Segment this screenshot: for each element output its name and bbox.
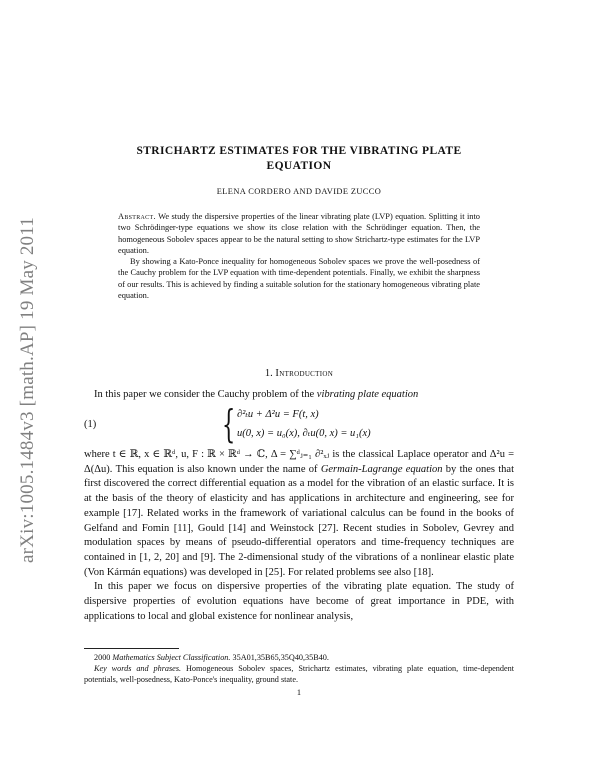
intro-sentence [84,387,514,402]
equation-line-1: ∂²ₜu + Δ²u = F(t, x) [237,409,319,420]
footnote-msc [84,652,514,663]
para1-part-b: by the ones that first discovered the correct differential equation as a model for the vibration of an elastic surface. It is at the basis of the theory of elasticity and has applications in architecture and engineering, see for example [17]. Related works in the framework of variational calculus can be found in the books of Gelfand and Fomin [11], Gould [14] and Weinstock [27]. Recent studies in Sobolev, Gevrey and modulation spaces by means of pseudo-differential operators and time-frequency techniques are contained in [1, 2, 20] and [9]. The 2-dimensional study of the vibrations of a nonlinear elastic plate (Von Kármán equations) was developed in [25]. For related problems see also [18]. [84,463,514,578]
arxiv-identifier-stamp [10,180,46,600]
abstract-paragraph-1 [118,211,480,256]
footnote-keywords [84,663,514,685]
abstract-label: Abstract. [118,212,156,221]
body-paragraph-2: In this paper we focus on dispersive properties of the vibrating plate equation. The study of dispersive properties of evolution equations have become of great importance in PDE, with applications to local and global existence for nonlinear analysis, [84,581,514,622]
para1-part-a: where t ∈ ℝ, x ∈ ℝᵈ, u, F : ℝ × ℝᵈ → ℂ, Δ = ∑ᵈⱼ₌₁ ∂²ₓⱼ is the classical Laplace operator and Δ²u = Δ(Δu). This equation is also known under the name of [84,449,514,475]
section-title: Introduction [275,368,334,379]
footnotes [84,652,514,685]
equation-brace: { [222,402,236,446]
paper-title [84,144,514,174]
footnote-msc-codes: 35A01,35B65,35Q40,35B40. [230,653,329,662]
footnote-keywords-text: Homogeneous Sobolev spaces, Strichartz estimates, vibrating plate equation, time-dependent potentials, well-posedness, Kato-Ponce's inequality, ground state. [84,664,515,684]
footnote-divider [84,648,179,649]
title-line-2: EQUATION [266,160,332,172]
abstract-text-1: We study the dispersive properties of the linear vibrating plate (LVP) equation. Splitting it into two Schrödinger-type equations we show its close relation with the Schrödinger equation. Then, the homogeneous Sobolev spaces appear to be the natural setting to show Strichartz-type estimates for the LVP equation. [118,212,480,255]
intro-text: In this paper we consider the Cauchy problem of the [94,389,317,400]
page-number: 1 [296,688,302,697]
author-list: ELENA CORDERO AND DAVIDE ZUCCO [216,187,382,196]
body-paragraph-1 [84,448,514,580]
intro-emphasis: vibrating plate equation [316,389,419,400]
equation-line-2: u(0, x) = u₀(x), ∂ₜu(0, x) = u₁(x) [237,428,371,439]
footnote-keywords-label: Key words and phrases. [94,664,182,673]
section-number: 1. [264,368,273,379]
arxiv-id-text: arXiv:1005.1484v3 [math.AP] 19 May 2011 [17,217,38,563]
equation-number: (1) [84,419,97,430]
footnote-msc-label: Mathematics Subject Classification. [112,653,231,662]
footnote-msc-prefix: 2000 [94,653,113,662]
body-text [84,448,514,624]
section-heading [84,368,514,379]
abstract [118,211,480,301]
abstract-paragraph-2: By showing a Kato-Ponce inequality for homogeneous Sobolev spaces we prove the well-posedness of the Cauchy problem for the LVP equation with time-dependent potentials. Finally, we exhibit the sharpness of our results. This is achieved by finding a suitable solution for the stationary homogeneous vibrating plate equation. [118,257,480,301]
title-line-1: STRICHARTZ ESTIMATES FOR THE VIBRATING PLATE [136,145,462,157]
para1-emphasis: Germain-Lagrange equation [320,463,443,475]
